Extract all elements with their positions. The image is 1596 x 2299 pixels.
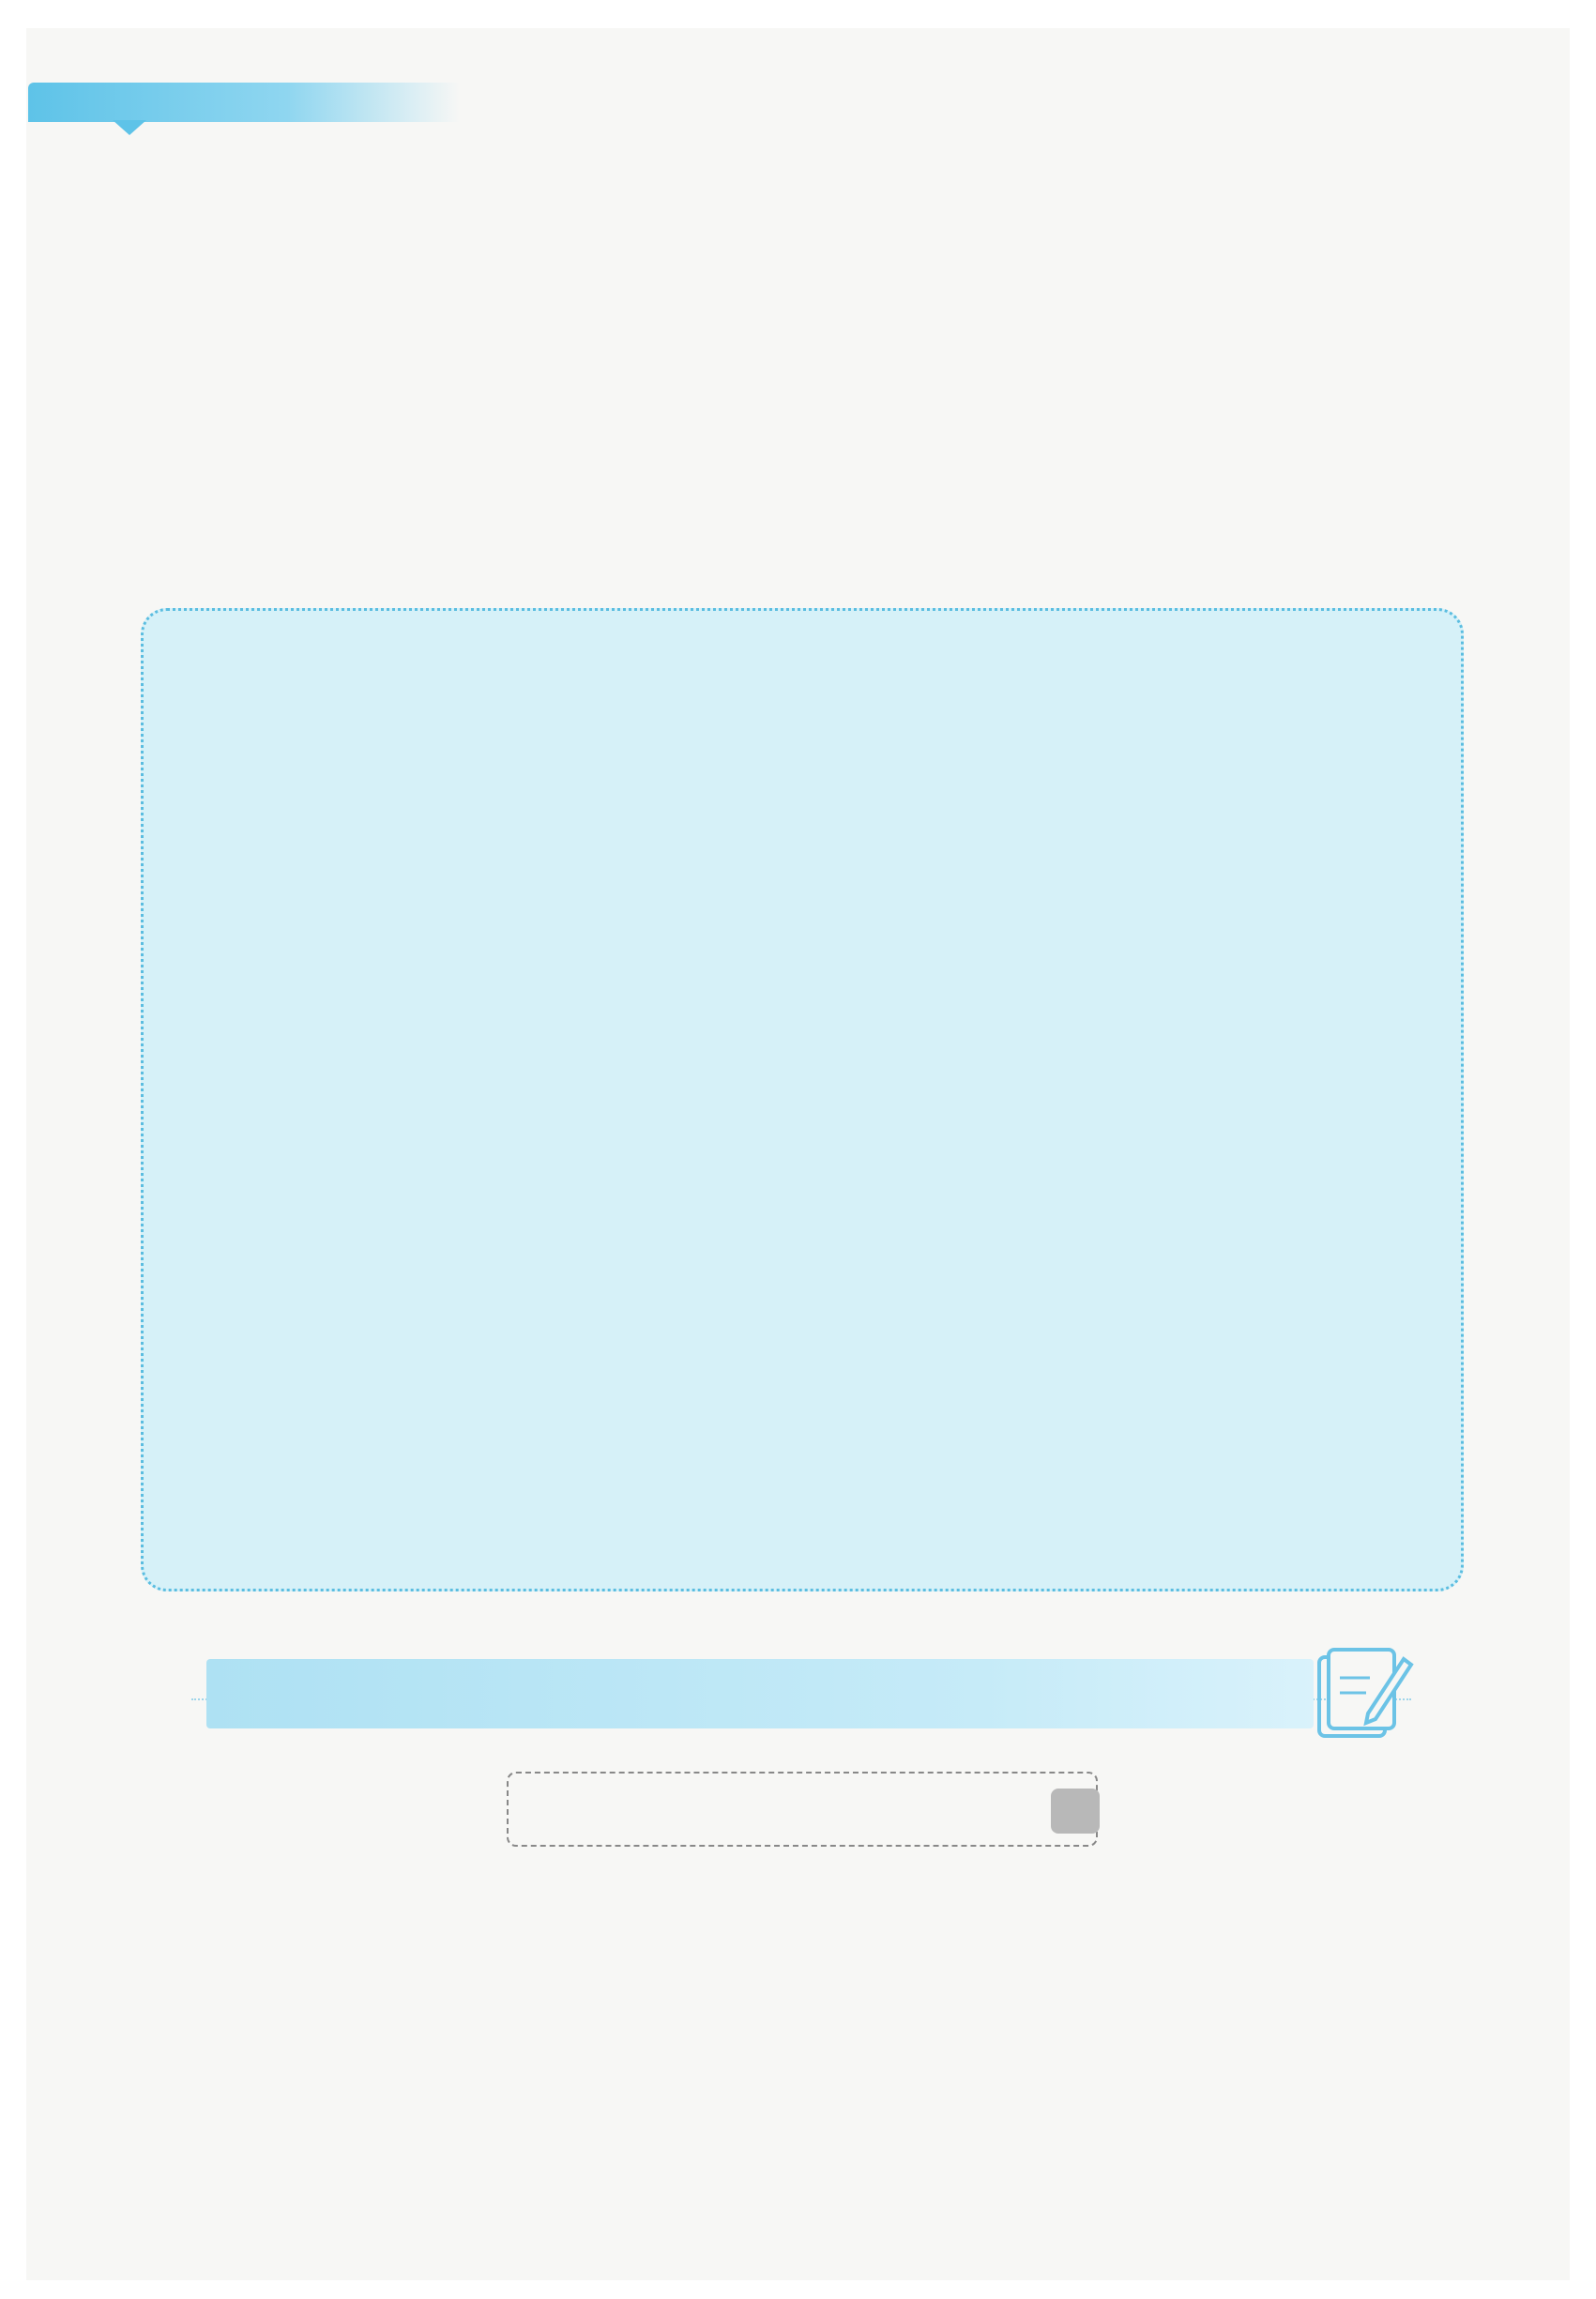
section-banner — [206, 1659, 1314, 1728]
key-points-box — [141, 608, 1464, 1591]
header-notch — [113, 120, 146, 135]
speaking-writing-box — [507, 1772, 1098, 1847]
gray-square-decoration — [1051, 1789, 1100, 1834]
header-band — [28, 83, 460, 122]
notebook-pen-icon — [1314, 1640, 1417, 1743]
